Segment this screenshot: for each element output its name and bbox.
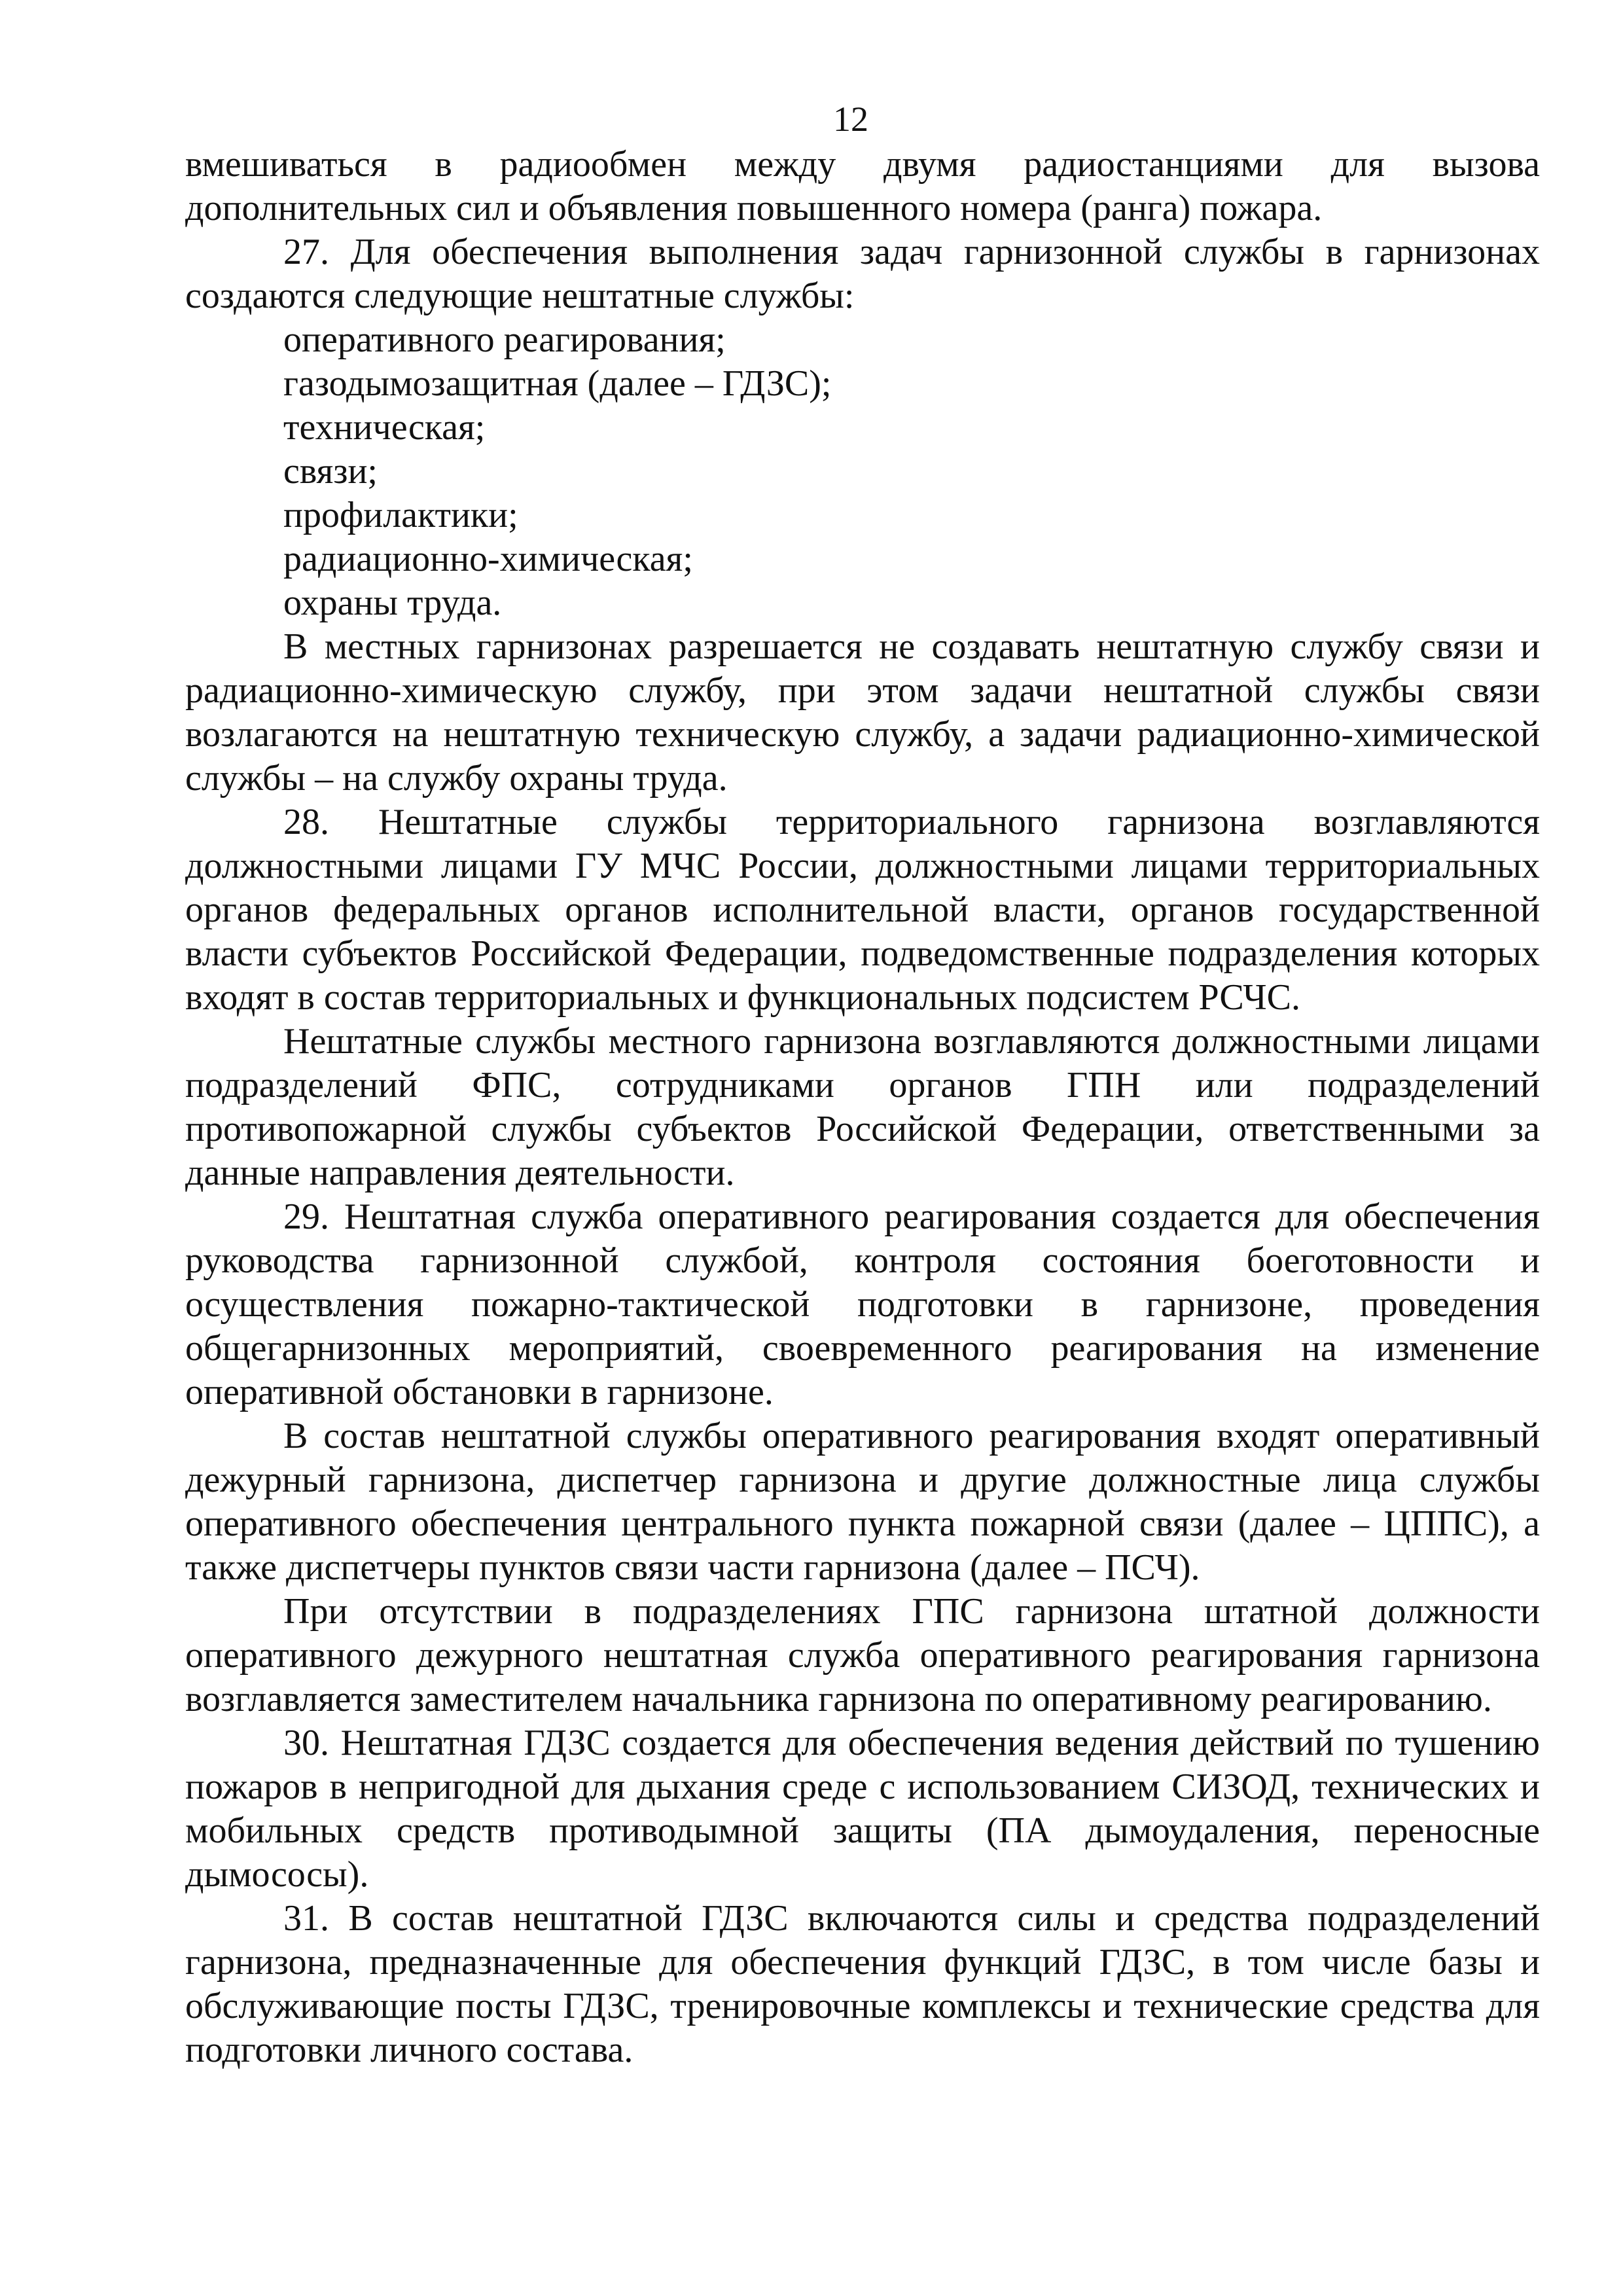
paragraph-continuation: вмешиваться в радиообмен между двумя радиостанциями для вызова дополнительных сил и объявления повышенного номера (ранга) пожара. [185, 144, 1540, 228]
list-item: связи; [283, 451, 378, 492]
list-item: техническая; [283, 407, 486, 448]
paragraph-29-composition: В состав нештатной службы оперативного реагирования входят оперативный дежурный гарнизона, диспетчер гарнизона и другие должностные лица службы оперативного обеспечения центрального пункта пожарной связи (далее – ЦППС), а также диспетчеры пунктов связи части гарнизона (далее – ПСЧ). [185, 1416, 1540, 1588]
paragraph-30: 30. Нештатная ГДЗС создается для обеспечения ведения действий по тушению пожаров в непригодной для дыхания среде с использованием СИЗОД, технических и мобильных средств противодымной защиты (ПА дымоудаления, переносные дымососы). [185, 1723, 1540, 1895]
paragraph-27: 27. Для обеспечения выполнения задач гарнизонной службы в гарнизонах создаются следующие нештатные службы: [185, 232, 1540, 316]
paragraph-31: 31. В состав нештатной ГДЗС включаются силы и средства подразделений гарнизона, предназначенные для обеспечения функций ГДЗС, в том числе базы и обслуживающие посты ГДЗС, тренировочные комплексы и технические средства для подготовки личного состава. [185, 1898, 1540, 2070]
document-body [185, 143, 1540, 2072]
paragraph-29-absence: При отсутствии в подразделениях ГПС гарнизона штатной должности оперативного дежурного нештатная служба оперативного реагирования гарнизона возглавляется заместителем начальника гарнизона по оперативному реагированию. [185, 1591, 1540, 1719]
list-item: охраны труда. [283, 583, 502, 623]
list-item: радиационно-химическая; [283, 539, 693, 579]
list-item: профилактики; [283, 495, 518, 535]
services-list [185, 318, 1540, 625]
paragraph-29: 29. Нештатная служба оперативного реагирования создается для обеспечения руководства гарнизонной службой, контроля состояния боеготовности и осуществления пожарно-тактической подготовки в гарнизоне, проведения общегарнизонных мероприятий, своевременного реагирования на изменение оперативной обстановки в гарнизоне. [185, 1196, 1540, 1412]
paragraph-28: 28. Нештатные службы территориального гарнизона возглавляются должностными лицами ГУ МЧС России, должностными лицами территориальных органов федеральных органов исполнительной власти, органов государственной власти субъектов Российской Федерации, подведомственные подразделения которых входят в состав территориальных и функциональных подсистем РСЧС. [185, 802, 1540, 1018]
paragraph-local-garrisons: В местных гарнизонах разрешается не создавать нештатную службу связи и радиационно-химическую службу, при этом задачи нештатной службы связи возлагаются на нештатную техническую службу, а задачи радиационно-химической службы – на службу охраны труда. [185, 626, 1540, 798]
page-number: 12 [833, 99, 868, 139]
paragraph-local-services: Нештатные службы местного гарнизона возглавляются должностными лицами подразделений ФПС, сотрудниками органов ГПН или подразделений противопожарной службы субъектов Российской Федерации, ответственными за данные направления деятельности. [185, 1021, 1540, 1193]
list-item: газодымозащитная (далее – ГДЗС); [283, 363, 832, 404]
list-item: оперативного реагирования; [283, 319, 726, 360]
